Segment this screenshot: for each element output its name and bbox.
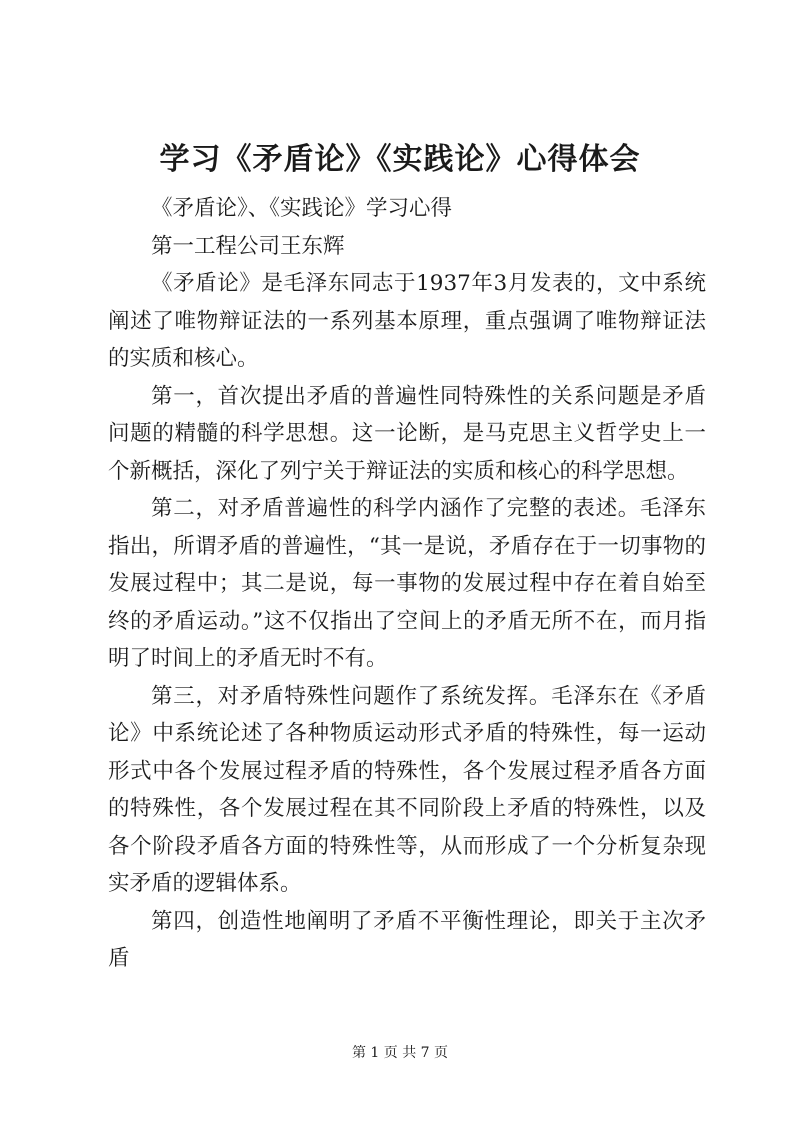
document-title: 学习《矛盾论》《实践论》心得体会 xyxy=(159,142,641,177)
body-paragraph: 第四，创造性地阐明了矛盾不平衡性理论，即关于主次矛盾 xyxy=(108,908,706,971)
body-paragraph: 第三，对矛盾特殊性问题作了系统发挥。毛泽东在《矛盾论》中系统论述了各种物质运动形式矛盾的特殊性，每一运动形式中各个发展过程矛盾的特殊性，各个发展过程矛盾各方面的特殊性，各个发展过程在其不同阶段上矛盾的特殊性，以及各个阶段矛盾各方面的特殊性等，从而形成了一个分析复杂现实矛盾的逻辑体系。 xyxy=(108,683,706,896)
body-paragraph: 第二，对矛盾普遍性的科学内涵作了完整的表述。毛泽东指出，所谓矛盾的普遍性，“其一是说，矛盾存在于一切事物的发展过程中；其二是说，每一事物的发展过程中存在着自始至终的矛盾运动。”这不仅指出了空间上的矛盾无所不在，而月指明了时间上的矛盾无时不有。 xyxy=(108,496,706,671)
body-paragraph: 第一，首次提出矛盾的普遍性同特殊性的关系问题是矛盾问题的精髓的科学思想。这一论断，是马克思主义哲学史上一个新概括，深化了列宁关于辩证法的实质和核心的科学思想。 xyxy=(108,383,706,484)
page-footer: 第 1 页 共 7 页 xyxy=(351,1045,449,1061)
body-paragraph: 《矛盾论》是毛泽东同志于1937年3月发表的，文中系统阐述了唯物辩证法的一系列基本原理，重点强调了唯物辩证法的实质和核心。 xyxy=(108,271,706,371)
author-paragraph: 第一工程公司王东辉 xyxy=(151,233,345,259)
subtitle-paragraph: 《矛盾论》、《实践论》学习心得 xyxy=(151,196,453,221)
document-body xyxy=(108,190,706,978)
